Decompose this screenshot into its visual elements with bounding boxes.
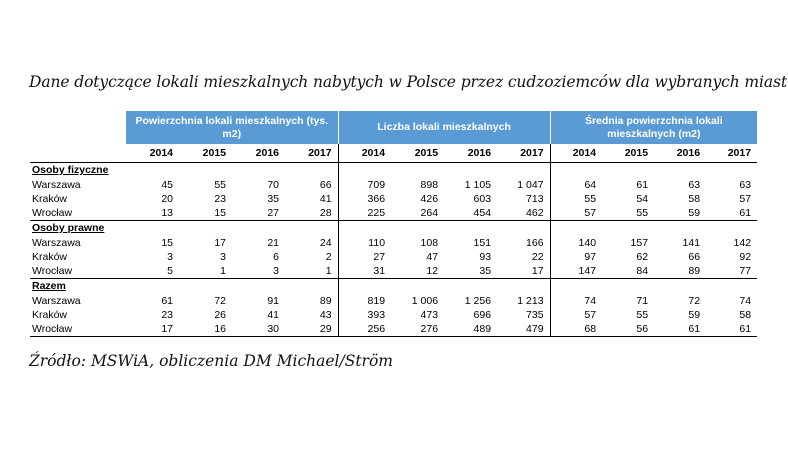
section-spacer-cell bbox=[179, 163, 232, 179]
table-row bbox=[30, 250, 757, 264]
section-spacer-cell bbox=[391, 163, 444, 179]
value-cell: 93 bbox=[479, 251, 492, 263]
value-cell: 713 bbox=[526, 193, 544, 205]
value-cell: 1 213 bbox=[517, 295, 544, 307]
value-cell: 74 bbox=[550, 294, 602, 308]
value-cell: 61 bbox=[636, 179, 649, 191]
section-spacer-cell bbox=[497, 279, 550, 295]
value-cell: 1 105 bbox=[464, 179, 492, 191]
year-header: 2017 bbox=[520, 147, 544, 159]
value-cell: 27 bbox=[338, 250, 391, 264]
value-cell: 61 bbox=[706, 322, 757, 337]
section-title: Razem bbox=[30, 279, 126, 295]
value-cell: 68 bbox=[550, 322, 602, 337]
value-cell: 489 bbox=[444, 322, 497, 337]
value-cell: 26 bbox=[214, 309, 226, 321]
section-header-row bbox=[30, 221, 757, 237]
section-spacer-cell bbox=[654, 221, 706, 237]
value-cell: 276 bbox=[391, 322, 444, 337]
section-spacer-cell bbox=[654, 279, 706, 295]
value-cell: 58 bbox=[688, 193, 701, 205]
value-cell: 13 bbox=[161, 207, 173, 219]
table-row bbox=[30, 294, 757, 308]
value-cell: 15 bbox=[161, 237, 173, 249]
section-spacer-cell bbox=[602, 221, 654, 237]
value-cell: 21 bbox=[267, 237, 279, 249]
year-header: 2016 bbox=[676, 147, 701, 159]
value-cell: 23 bbox=[214, 193, 226, 205]
section-spacer-cell bbox=[706, 221, 757, 237]
section-spacer-cell bbox=[391, 221, 444, 237]
section-spacer-cell bbox=[179, 221, 232, 237]
city-name: Wrocław bbox=[32, 265, 73, 277]
value-cell: 66 bbox=[688, 251, 701, 263]
value-cell: 819 bbox=[338, 294, 391, 308]
value-cell: 35 bbox=[267, 193, 279, 205]
section-spacer-cell bbox=[602, 163, 654, 179]
section-spacer-cell bbox=[285, 279, 338, 295]
value-cell: 426 bbox=[420, 193, 439, 205]
group-header-row bbox=[30, 111, 757, 144]
year-header: 2016 bbox=[467, 147, 492, 159]
section-spacer-cell bbox=[444, 221, 497, 237]
value-cell: 603 bbox=[473, 193, 492, 205]
value-cell: 16 bbox=[179, 322, 232, 337]
table-row bbox=[30, 308, 757, 322]
value-cell: 23 bbox=[161, 309, 173, 321]
value-cell: 28 bbox=[319, 207, 332, 219]
value-cell: 479 bbox=[497, 322, 550, 337]
value-cell: 47 bbox=[426, 251, 439, 263]
value-cell: 55 bbox=[636, 309, 649, 321]
value-cell: 264 bbox=[420, 207, 439, 219]
value-cell: 709 bbox=[338, 178, 391, 192]
section-spacer-cell bbox=[706, 279, 757, 295]
section-spacer-cell bbox=[550, 163, 602, 179]
value-cell: 72 bbox=[214, 295, 226, 307]
value-cell: 55 bbox=[636, 207, 649, 219]
city-name: Wrocław bbox=[32, 207, 73, 219]
value-cell: 110 bbox=[338, 236, 391, 250]
value-cell: 256 bbox=[338, 322, 391, 337]
value-cell: 74 bbox=[739, 295, 752, 307]
value-cell: 45 bbox=[161, 179, 173, 191]
value-cell: 151 bbox=[473, 237, 492, 249]
value-cell: 1 047 bbox=[517, 179, 544, 191]
section-spacer-cell bbox=[497, 221, 550, 237]
section-spacer-cell bbox=[179, 279, 232, 295]
section-spacer-cell bbox=[338, 163, 391, 179]
value-cell: 5 bbox=[167, 265, 173, 277]
section-header-row bbox=[30, 279, 757, 295]
value-cell: 71 bbox=[636, 295, 649, 307]
section-spacer-cell bbox=[550, 279, 602, 295]
section-spacer-cell bbox=[706, 163, 757, 179]
city-name: Kraków bbox=[32, 193, 68, 205]
value-cell: 2 bbox=[325, 251, 332, 263]
value-cell: 92 bbox=[739, 251, 752, 263]
city-name: Wrocław bbox=[30, 322, 126, 337]
section-title: Osoby prawne bbox=[30, 221, 126, 237]
value-cell: 59 bbox=[688, 207, 701, 219]
value-cell: 89 bbox=[319, 295, 332, 307]
city-name: Warszawa bbox=[32, 295, 81, 307]
value-cell: 58 bbox=[739, 309, 752, 321]
value-cell: 15 bbox=[214, 207, 226, 219]
value-cell: 41 bbox=[319, 193, 332, 205]
year-header-blank bbox=[30, 144, 126, 163]
value-cell: 91 bbox=[267, 295, 279, 307]
section-title: Osoby fizyczne bbox=[30, 163, 126, 179]
year-header: 2015 bbox=[414, 147, 439, 159]
year-header: 2015 bbox=[624, 147, 649, 159]
value-cell: 225 bbox=[338, 206, 391, 221]
year-header: 2015 bbox=[202, 147, 226, 159]
year-header: 2014 bbox=[149, 147, 173, 159]
value-cell: 55 bbox=[550, 192, 602, 206]
value-cell: 30 bbox=[232, 322, 285, 337]
value-cell: 1 bbox=[325, 265, 332, 277]
value-cell: 12 bbox=[426, 265, 439, 277]
value-cell: 57 bbox=[550, 206, 602, 221]
year-header: 2016 bbox=[255, 147, 279, 159]
city-name: Kraków bbox=[32, 309, 68, 321]
section-spacer-cell bbox=[232, 163, 285, 179]
section-spacer-cell bbox=[285, 221, 338, 237]
value-cell: 157 bbox=[630, 237, 649, 249]
value-cell: 473 bbox=[420, 309, 439, 321]
value-cell: 6 bbox=[273, 251, 279, 263]
value-cell: 61 bbox=[654, 322, 706, 337]
value-cell: 24 bbox=[319, 237, 332, 249]
value-cell: 17 bbox=[214, 237, 226, 249]
value-cell: 64 bbox=[550, 178, 602, 192]
value-cell: 108 bbox=[420, 237, 439, 249]
value-cell: 57 bbox=[550, 308, 602, 322]
value-cell: 20 bbox=[161, 193, 173, 205]
value-cell: 63 bbox=[688, 179, 701, 191]
value-cell: 1 006 bbox=[411, 295, 439, 307]
table-caption: Dane dotyczące lokali mieszkalnych nabytych w Polsce przez cudzoziemców dla wybranych miast bbox=[29, 73, 787, 91]
value-cell: 77 bbox=[739, 265, 752, 277]
value-cell: 57 bbox=[739, 193, 752, 205]
value-cell: 61 bbox=[739, 207, 752, 219]
value-cell: 3 bbox=[220, 251, 226, 263]
section-spacer-cell bbox=[444, 279, 497, 295]
table-row bbox=[30, 192, 757, 206]
value-cell: 89 bbox=[688, 265, 701, 277]
value-cell: 63 bbox=[739, 179, 752, 191]
value-cell: 140 bbox=[550, 236, 602, 250]
value-cell: 56 bbox=[602, 322, 654, 337]
section-spacer-cell bbox=[232, 279, 285, 295]
header-blank-cell bbox=[30, 111, 126, 144]
value-cell: 43 bbox=[319, 309, 332, 321]
value-cell: 898 bbox=[420, 179, 439, 191]
year-header-row bbox=[30, 144, 757, 163]
value-cell: 141 bbox=[682, 237, 701, 249]
value-cell: 3 bbox=[273, 265, 279, 277]
section-spacer-cell bbox=[602, 279, 654, 295]
section-spacer-cell bbox=[338, 279, 391, 295]
value-cell: 142 bbox=[733, 237, 752, 249]
section-spacer-cell bbox=[391, 279, 444, 295]
table-row bbox=[30, 236, 757, 250]
value-cell: 147 bbox=[550, 264, 602, 279]
group-header-area: Powierzchnia lokali mieszkalnych (tys. m2) bbox=[126, 111, 338, 144]
value-cell: 72 bbox=[688, 295, 701, 307]
city-name: Kraków bbox=[32, 251, 68, 263]
section-spacer-cell bbox=[338, 221, 391, 237]
section-spacer-cell bbox=[232, 221, 285, 237]
year-header: 2017 bbox=[727, 147, 752, 159]
value-cell: 735 bbox=[526, 309, 544, 321]
value-cell: 61 bbox=[161, 295, 173, 307]
section-spacer-cell bbox=[126, 221, 179, 237]
value-cell: 29 bbox=[285, 322, 338, 337]
value-cell: 62 bbox=[636, 251, 649, 263]
group-header-average: Średnia powierzchnia lokali mieszkalnych (m2) bbox=[550, 111, 757, 144]
value-cell: 31 bbox=[338, 264, 391, 279]
value-cell: 41 bbox=[267, 309, 279, 321]
section-spacer-cell bbox=[285, 163, 338, 179]
value-cell: 55 bbox=[214, 179, 226, 191]
value-cell: 17 bbox=[531, 265, 544, 277]
value-cell: 393 bbox=[338, 308, 391, 322]
value-cell: 97 bbox=[550, 250, 602, 264]
year-header: 2014 bbox=[338, 144, 391, 163]
value-cell: 1 256 bbox=[464, 295, 492, 307]
value-cell: 366 bbox=[338, 192, 391, 206]
city-name: Warszawa bbox=[32, 237, 81, 249]
value-cell: 84 bbox=[636, 265, 649, 277]
section-spacer-cell bbox=[654, 163, 706, 179]
table-body bbox=[30, 163, 757, 337]
value-cell: 17 bbox=[126, 322, 179, 337]
value-cell: 3 bbox=[167, 251, 173, 263]
value-cell: 22 bbox=[531, 251, 544, 263]
value-cell: 59 bbox=[688, 309, 701, 321]
value-cell: 27 bbox=[267, 207, 279, 219]
section-header-row bbox=[30, 163, 757, 179]
source-note: Źródło: MSWiA, obliczenia DM Michael/Ström bbox=[29, 352, 393, 370]
section-spacer-cell bbox=[550, 221, 602, 237]
value-cell: 35 bbox=[479, 265, 492, 277]
value-cell: 1 bbox=[220, 265, 226, 277]
section-spacer-cell bbox=[444, 163, 497, 179]
value-cell: 696 bbox=[473, 309, 492, 321]
table-row bbox=[30, 178, 757, 192]
table-row bbox=[30, 322, 757, 337]
year-header: 2017 bbox=[308, 147, 332, 159]
city-name: Warszawa bbox=[32, 179, 81, 191]
value-cell: 166 bbox=[526, 237, 544, 249]
data-table bbox=[30, 111, 757, 337]
section-spacer-cell bbox=[126, 279, 179, 295]
group-header-count: Liczba lokali mieszkalnych bbox=[338, 111, 550, 144]
table-row bbox=[30, 206, 757, 221]
value-cell: 454 bbox=[473, 207, 492, 219]
value-cell: 54 bbox=[636, 193, 649, 205]
value-cell: 66 bbox=[319, 179, 332, 191]
section-spacer-cell bbox=[126, 163, 179, 179]
year-header: 2014 bbox=[550, 144, 602, 163]
section-spacer-cell bbox=[497, 163, 550, 179]
value-cell: 70 bbox=[267, 179, 279, 191]
table-row bbox=[30, 264, 757, 279]
value-cell: 462 bbox=[526, 207, 544, 219]
